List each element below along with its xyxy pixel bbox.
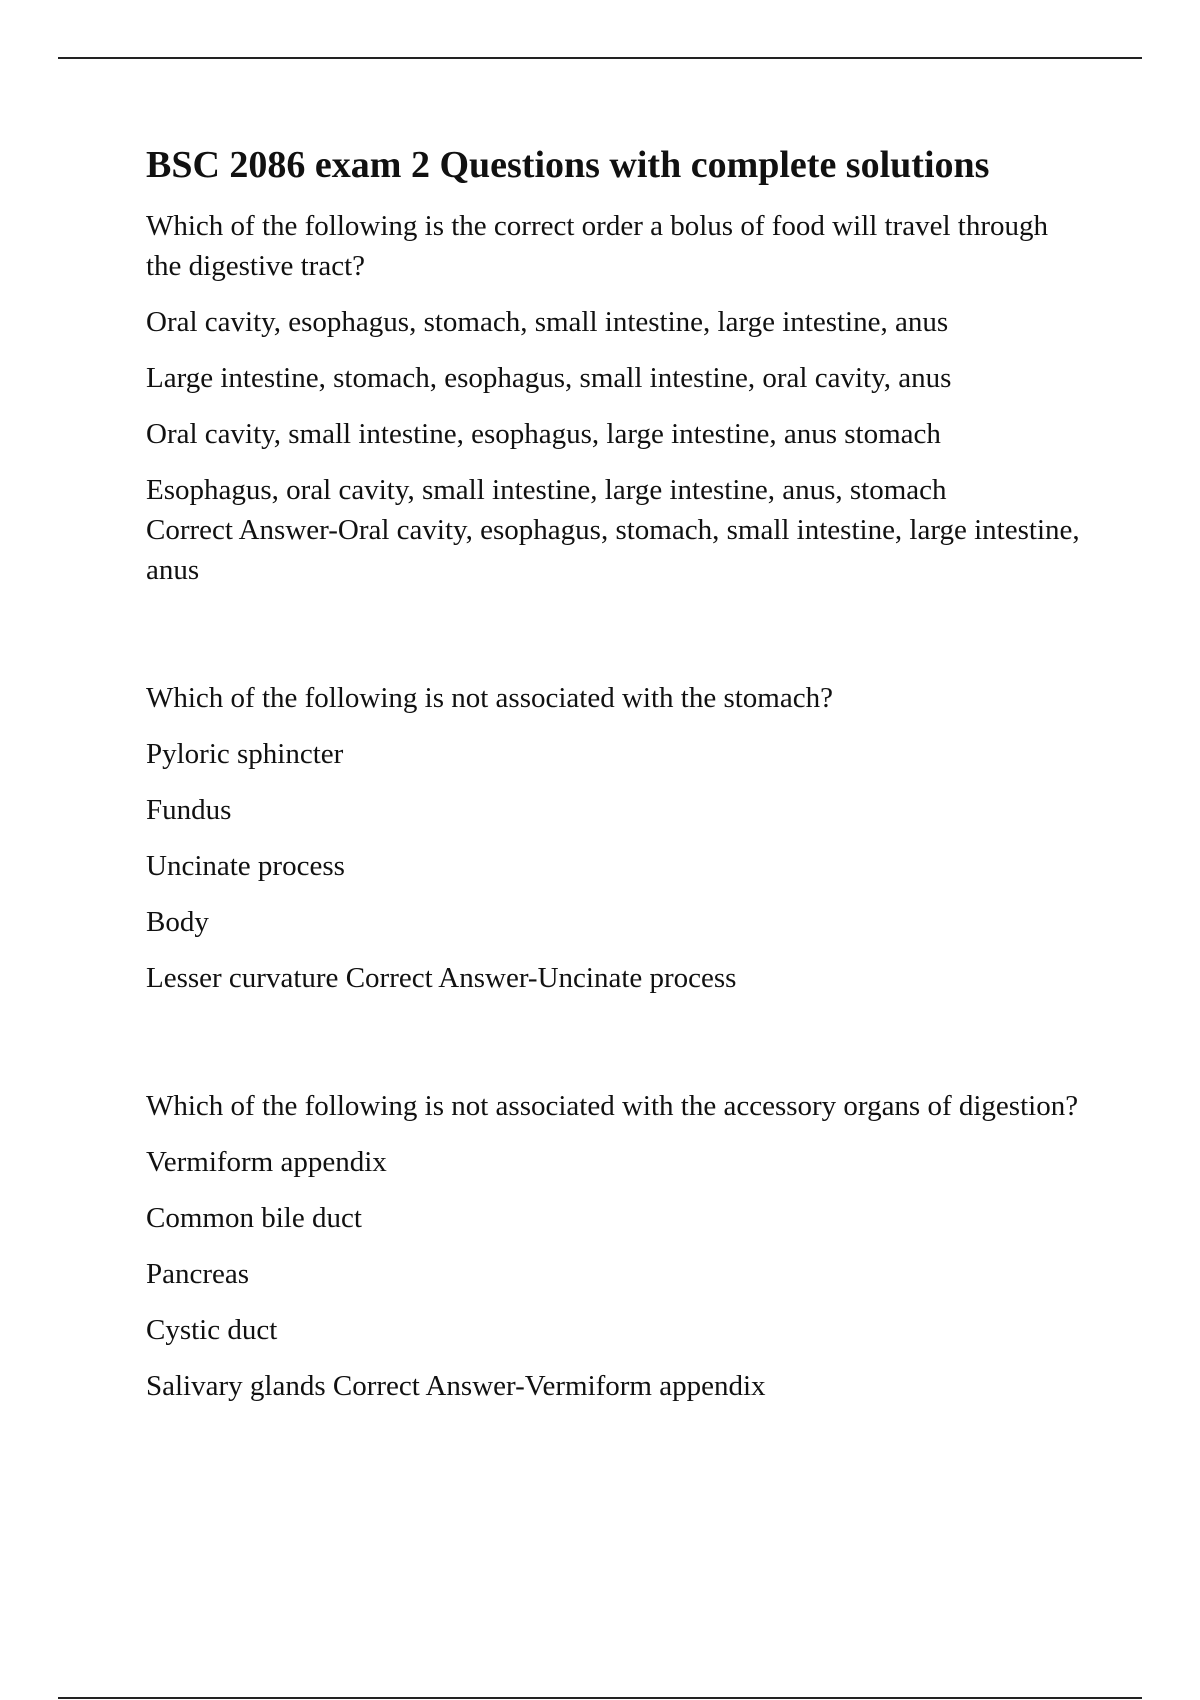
question-text: Which of the following is not associated with the stomach? (146, 682, 833, 714)
correct-answer-label: Correct Answer- (345, 962, 538, 994)
answer-option-with-solution (146, 470, 1086, 590)
answer-option: Pyloric sphincter (146, 738, 344, 770)
answer-option: Body (146, 906, 209, 938)
header-rule (58, 57, 1142, 59)
answer-option: Large intestine, stomach, esophagus, small intestine, oral cavity, anus (146, 362, 952, 394)
question-spacer (146, 590, 1086, 678)
document-body (146, 142, 1086, 1406)
answer-option: Uncinate process (146, 850, 345, 882)
correct-answer: Uncinate process (537, 962, 737, 994)
answer-option: Fundus (146, 794, 232, 826)
answer-option: Esophagus, oral cavity, small intestine, large intestine, anus, stomach (146, 474, 947, 506)
question-block-2 (146, 678, 1086, 998)
question-text: Which of the following is not associated with the accessory organs of digestion? (146, 1090, 1079, 1122)
correct-answer: Oral cavity, esophagus, stomach, small intestine, large intestine, anus (146, 514, 1080, 586)
answer-option: Lesser curvature (146, 962, 339, 994)
page-title: BSC 2086 exam 2 Questions with complete solutions (146, 144, 990, 186)
answer-option: Vermiform appendix (146, 1146, 387, 1178)
correct-answer: Vermiform appendix (524, 1370, 766, 1402)
answer-option: Salivary glands (146, 1370, 326, 1402)
answer-option-with-solution (146, 958, 1086, 998)
answer-option: Common bile duct (146, 1202, 362, 1234)
answer-option: Cystic duct (146, 1314, 278, 1346)
question-text: Which of the following is the correct order a bolus of food will travel through the digestive tract? (146, 210, 1048, 282)
footer-rule (58, 1697, 1142, 1699)
answer-option-with-solution (146, 1366, 1086, 1406)
question-block-1 (146, 206, 1086, 590)
answer-option: Pancreas (146, 1258, 250, 1290)
question-block-3 (146, 1086, 1086, 1406)
correct-answer-label: Correct Answer- (332, 1370, 525, 1402)
answer-option: Oral cavity, esophagus, stomach, small intestine, large intestine, anus (146, 306, 949, 338)
answer-option: Oral cavity, small intestine, esophagus, large intestine, anus stomach (146, 418, 941, 450)
question-spacer (146, 998, 1086, 1086)
correct-answer-label: Correct Answer- (146, 514, 338, 546)
